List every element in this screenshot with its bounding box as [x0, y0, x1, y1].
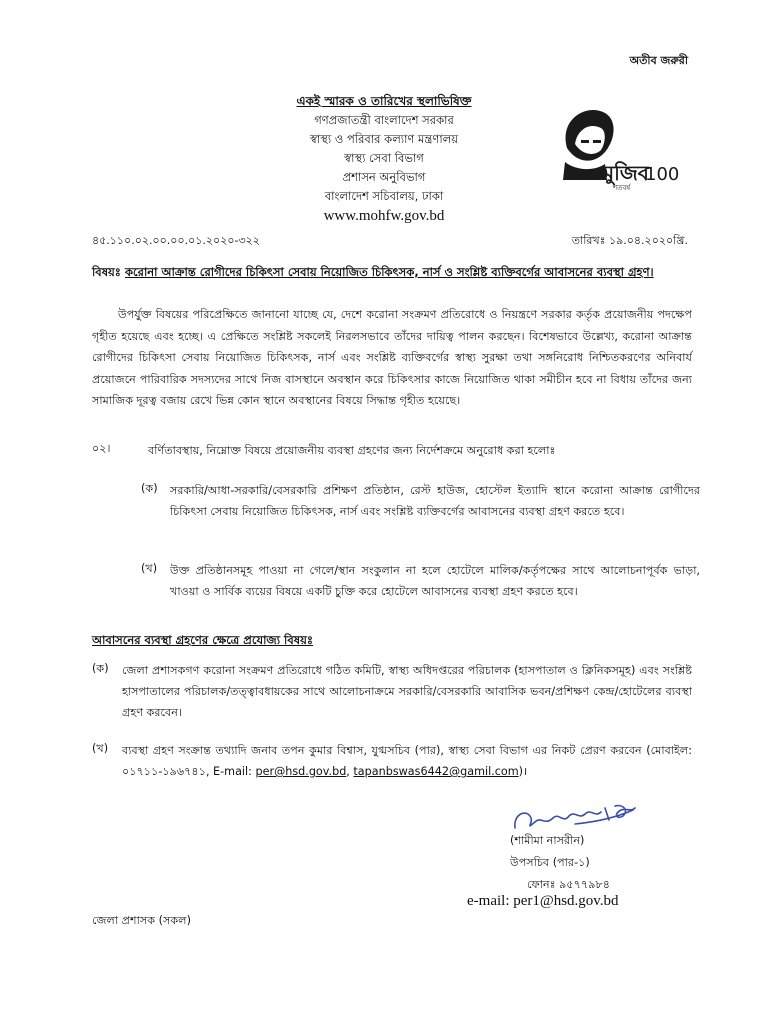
signatory-designation: উপসচিব (পার-১) [510, 856, 590, 869]
logo-number: 100 [645, 164, 680, 185]
subject-label: বিষয়ঃ [92, 265, 121, 279]
paragraph-1: উপর্যুক্ত বিষয়ের পরিপ্রেক্ষিতে জানানো যাচ্ছে যে, দেশে করোনা সংক্রমণ প্রতিরোধে ও নিয়ন্ত্রণে সরকার কর্তৃক প্রয়োজনীয় পদক্ষেপ গৃহীত হয়েছে এবং হচ্ছে। এ প্রেক্ষিতে সংশ্লিষ্ট সকলেই নিরলসভাবে তাঁদের দায়িত্ব পালন করছেন। বিশেষভাবে উল্লেখ্য, করোনা আক্রান্ত রোগীদের চিকিৎসা সেবায় নিয়োজিত চিকিৎসক, নার্স এবং সংশ্লিষ্ট ব্যক্তিবর্গের স্বাস্থ্য সুরক্ষা তথা সঙ্গনিরোধ নিশ্চিতকরণের অনিবার্য প্রয়োজনে পারিবারিক সদস্যদের সাথে নিজ বাসস্থানে অবস্থান করে চিকিৎসার কাজে নিয়োজিত থাকা সমীচীন হবে না বিধায় তাঁদের জন্য সামাজিক দূরত্ব বজায় রেখে ভিন্ন কোন স্থানে অবস্থানের বিষয়ে সিদ্ধান্ত গৃহীত হয়েছে। [92, 308, 692, 407]
paragraph-2-text: বর্ণিতাবস্থায়, নিম্নোক্ত বিষয়ে প্রয়োজনীয় ব্যবস্থা গ্রহণের জন্য নির্দেশক্রমে অনুরোধ করা হলোঃ [148, 444, 556, 457]
letterhead-line: স্বাস্থ্য ও পরিবার কল্যাণ মন্ত্রণালয় [309, 132, 459, 146]
website-link[interactable]: www.mohfw.gov.bd [323, 208, 445, 224]
logo-text: মুজিব [603, 161, 649, 185]
superseded-note: একই স্মারক ও তারিখের স্থলাভিষিক্ত [296, 94, 472, 108]
item-text-end: )। [518, 765, 528, 778]
section-title: আবাসনের ব্যবস্থা গ্রহণের ক্ষেত্রে প্রযোজ্য বিষয়ঃ [92, 633, 313, 647]
memo-number: ৪৫.১১০.০২.০০.০০.০১.২০২০-৩২২ [92, 234, 260, 247]
item-marker: (ক) [92, 662, 109, 675]
signatory-name: (শামীমা নাসরীন) [510, 834, 585, 847]
list-item [122, 740, 692, 782]
subject-line [92, 262, 692, 282]
separator: , [346, 765, 350, 778]
item-marker: (খ) [141, 562, 158, 575]
paragraph-2-number: ০২। [92, 442, 111, 455]
mujib-100-logo [545, 100, 680, 192]
letterhead-line: প্রশাসন অনুবিভাগ [342, 170, 426, 184]
letterhead-line: বাংলাদেশ সচিবালয়, ঢাকা [324, 189, 444, 203]
item-text: ব্যবস্থা গ্রহণ সংক্রান্ত তথ্যাদি জনাব তপন কুমার বিশ্বাস, যুগ্মসচিব (পার), স্বাস্থ্য সেবা বিভাগ এর নিকট প্রেরণ করবেন (মোবাইল: ০১৭১১-১৯৬৭৪১, E-mail: [122, 744, 692, 778]
email-link-2[interactable]: tapanbswas6442@gamil.com [353, 765, 519, 778]
email-link-1[interactable]: per@hsd.gov.bd [255, 765, 347, 778]
signatory-email[interactable]: e-mail: per1@hsd.gov.bd [467, 893, 619, 909]
signatory-phone: ফোনঃ ৯৫৭৭৯৮৪ [527, 878, 611, 891]
item-marker: (খ) [92, 742, 109, 755]
mujib-100-logo-icon [545, 100, 680, 192]
urgency-label: অতীব জরুরী [629, 54, 688, 67]
list-item: জেলা প্রশাসকগণ করোনা সংক্রমণ প্রতিরোধে গঠিত কমিটি, স্বাস্থ্য অধিদপ্তরের পরিচালক (হাসপাতাল ও ক্লিনিকসমূহ) এবং সংশ্লিষ্ট হাসপাতালের পরিচালক/তত্ত্বাবধায়কের সাথে আলোচনাক্রমে সরকারি/বেসরকারি আবাসিক ভবন/প্রশিক্ষণ কেন্দ্র/হোটেলের ব্যবস্থা গ্রহণ করবেন। [122, 664, 692, 719]
issue-date: তারিখঃ ১৯.০৪.২০২০খ্রি. [571, 234, 688, 247]
logo-subtext: শতবর্ষ [613, 184, 631, 192]
subject-text: করোনা আক্রান্ত রোগীদের চিকিৎসা সেবায় নিয়োজিত চিকিৎসক, নার্স ও সংশ্লিষ্ট ব্যক্তিবর্গের আবাসনের ব্যবস্থা গ্রহণ। [124, 265, 654, 279]
list-item: উক্ত প্রতিষ্ঠানসমূহ পাওয়া না গেলে/স্থান সংকুলান না হলে হোটেলে মালিক/কর্তৃপক্ষের সাথে আলোচনাপূর্বক ভাড়া, খাওয়া ও সার্বিক ব্যয়ের বিষয়ে একটি চুক্তি করে হোটেলে আবাসনের ব্যবস্থা গ্রহণ করতে হবে। [170, 564, 700, 598]
recipient: জেলা প্রশাসক (সকল) [92, 914, 191, 927]
item-marker: (ক) [141, 482, 158, 495]
list-item: সরকারি/আধা-সরকারি/বেসরকারি প্রশিক্ষণ প্রতিষ্ঠান, রেস্ট হাউজ, হোস্টেল ইত্যাদি স্থানে করোনা আক্রান্ত রোগীদের চিকিৎসা সেবায় নিয়োজিত চিকিৎসক, নার্স এবং সংশ্লিষ্ট ব্যক্তিবর্গের আবাসনের ব্যবস্থা গ্রহণ করতে হবে। [170, 484, 700, 518]
letterhead-line: স্বাস্থ্য সেবা বিভাগ [344, 151, 424, 165]
letterhead-line: গণপ্রজাতন্ত্রী বাংলাদেশ সরকার [314, 113, 454, 127]
